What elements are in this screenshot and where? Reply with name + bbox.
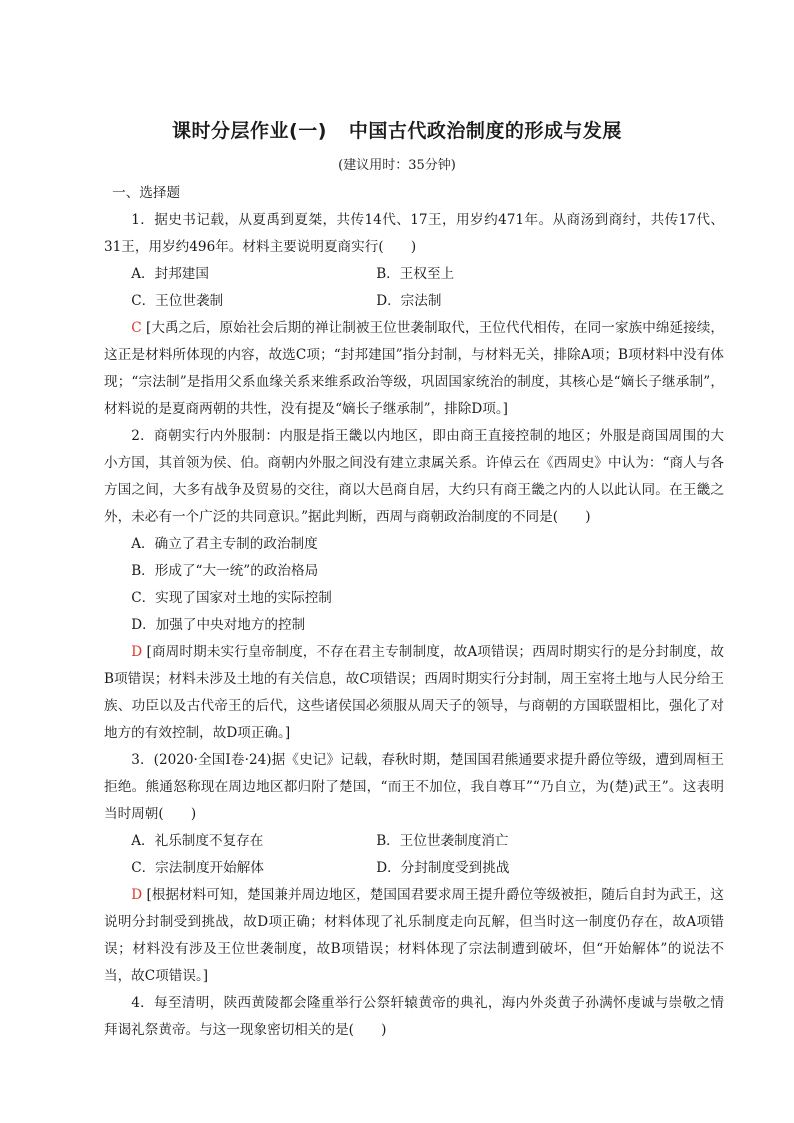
question-1-explanation xyxy=(104,315,724,423)
question-2-stem: 2．商朝实行内外服制：内服是指王畿以内地区，即由商王直接控制的地区；外服是商国周围的大小方国，其首领为侯、伯。商朝内外服之间没有建立隶属关系。许倬云在《西周史》中认为：“商人与各方国之间，大多有战争及贸易的交往，商以大邑商自居，大约只有商王畿之内的人以此认同。在王畿之外，未必有一个广泛的共同意识。”据此判断，西周与商朝政治制度的不同是( ) xyxy=(104,428,724,525)
question-2-explanation xyxy=(104,639,724,747)
option-c: C．宗法制度开始解体 xyxy=(131,860,264,876)
explanation-text: [根据材料可知，楚国兼并周边地区，楚国国君要求周王提升爵位等级被拒，随后自封为武王，这说明分封制受到挑战，故D项正确；材料体现了礼乐制度走向瓦解，但当时这一制度仍存在，故A项错误；材料没有涉及王位世袭制度，故B项错误；材料体现了宗法制遭到破坏，但“开始解体”的说法不当，故C项错误。] xyxy=(104,887,724,984)
explanation-text: [商周时期未实行皇帝制度，不存在君主专制制度，故A项错误；西周时期实行的是分封制度，故B项错误；材料未涉及土地的有关信息，故C项错误；西周时期实行分封制，周王室将土地与人民分给王族、功臣以及古代帝王的后代，这些诸侯国必须服从周天子的领导，与商朝的方国联盟相比，强化了对地方的有效控制，故D项正确。] xyxy=(104,644,724,741)
option-a: A．确立了君主专制的政治制度 xyxy=(131,536,318,552)
explanation-text: [大禹之后，原始社会后期的禅让制被王位世袭制取代，王位代代相传，在同一家族中绵延接续，这正是材料所体现的内容，故选C项；“封邦建国”指分封制，与材料无关，排除A项；B项材料中没有体现；“宗法制”是指用父系血缘关系来维系政治等级，巩固国家统治的制度，其核心是“嫡长子继承制”，材料说的是夏商两朝的共性，没有提及“嫡长子继承制”，排除D项。] xyxy=(104,320,724,417)
suggested-time: (建议用时：35分钟) xyxy=(338,158,456,173)
option-a: A．礼乐制度不复存在 xyxy=(131,833,264,849)
question-1-stem: 1．据史书记载，从夏禹到夏桀，共传14代、17王，用岁约471年。从商汤到商纣，共传17代、31王，用岁约496年。材料主要说明夏商实行( ) xyxy=(104,212,724,255)
page-title xyxy=(0,116,794,143)
question-3-stem: 3．(2020·全国Ⅰ卷·24)据《史记》记载，春秋时期，楚国国君熊通要求提升爵位等级，遭到周桓王拒绝。熊通怒称现在周边地区都归附了楚国，“而王不加位，我自尊耳”“乃自立，为(楚)武王”。这表明当时周朝( ) xyxy=(104,752,724,822)
option-b: B．王位世袭制度消亡 xyxy=(376,833,509,849)
question-3-explanation xyxy=(104,882,724,990)
option-b: B．形成了“大一统”的政治格局 xyxy=(131,563,319,579)
title-part2: 中国古代政治制度的形成与发展 xyxy=(348,120,622,142)
section-heading: 一、选择题 xyxy=(112,185,181,201)
option-c: C．王位世袭制 xyxy=(131,293,224,309)
answer-letter: C xyxy=(131,320,142,336)
question-1-options-row2 xyxy=(104,288,724,315)
question-3-options-row1 xyxy=(104,828,724,855)
option-c: C．实现了国家对土地的实际控制 xyxy=(131,590,332,606)
question-3-options-row2 xyxy=(104,855,724,882)
title-part1: 课时分层作业(一) xyxy=(172,120,327,142)
option-d: D．宗法制 xyxy=(376,293,442,309)
option-b: B．王权至上 xyxy=(376,266,455,282)
question-1-options-row1 xyxy=(104,261,724,288)
answer-letter: D xyxy=(131,644,143,660)
question-4-stem: 4．每至清明，陕西黄陵都会隆重举行公祭轩辕黄帝的典礼，海内外炎黄子孙满怀虔诚与崇敬之情拜谒礼祭黄帝。与这一现象密切相关的是( ) xyxy=(104,995,724,1038)
document-body xyxy=(104,180,724,1044)
option-a: A．封邦建国 xyxy=(131,266,209,282)
option-d: D．加强了中央对地方的控制 xyxy=(131,617,306,633)
option-d: D．分封制度受到挑战 xyxy=(376,860,510,876)
answer-letter: D xyxy=(131,887,143,903)
